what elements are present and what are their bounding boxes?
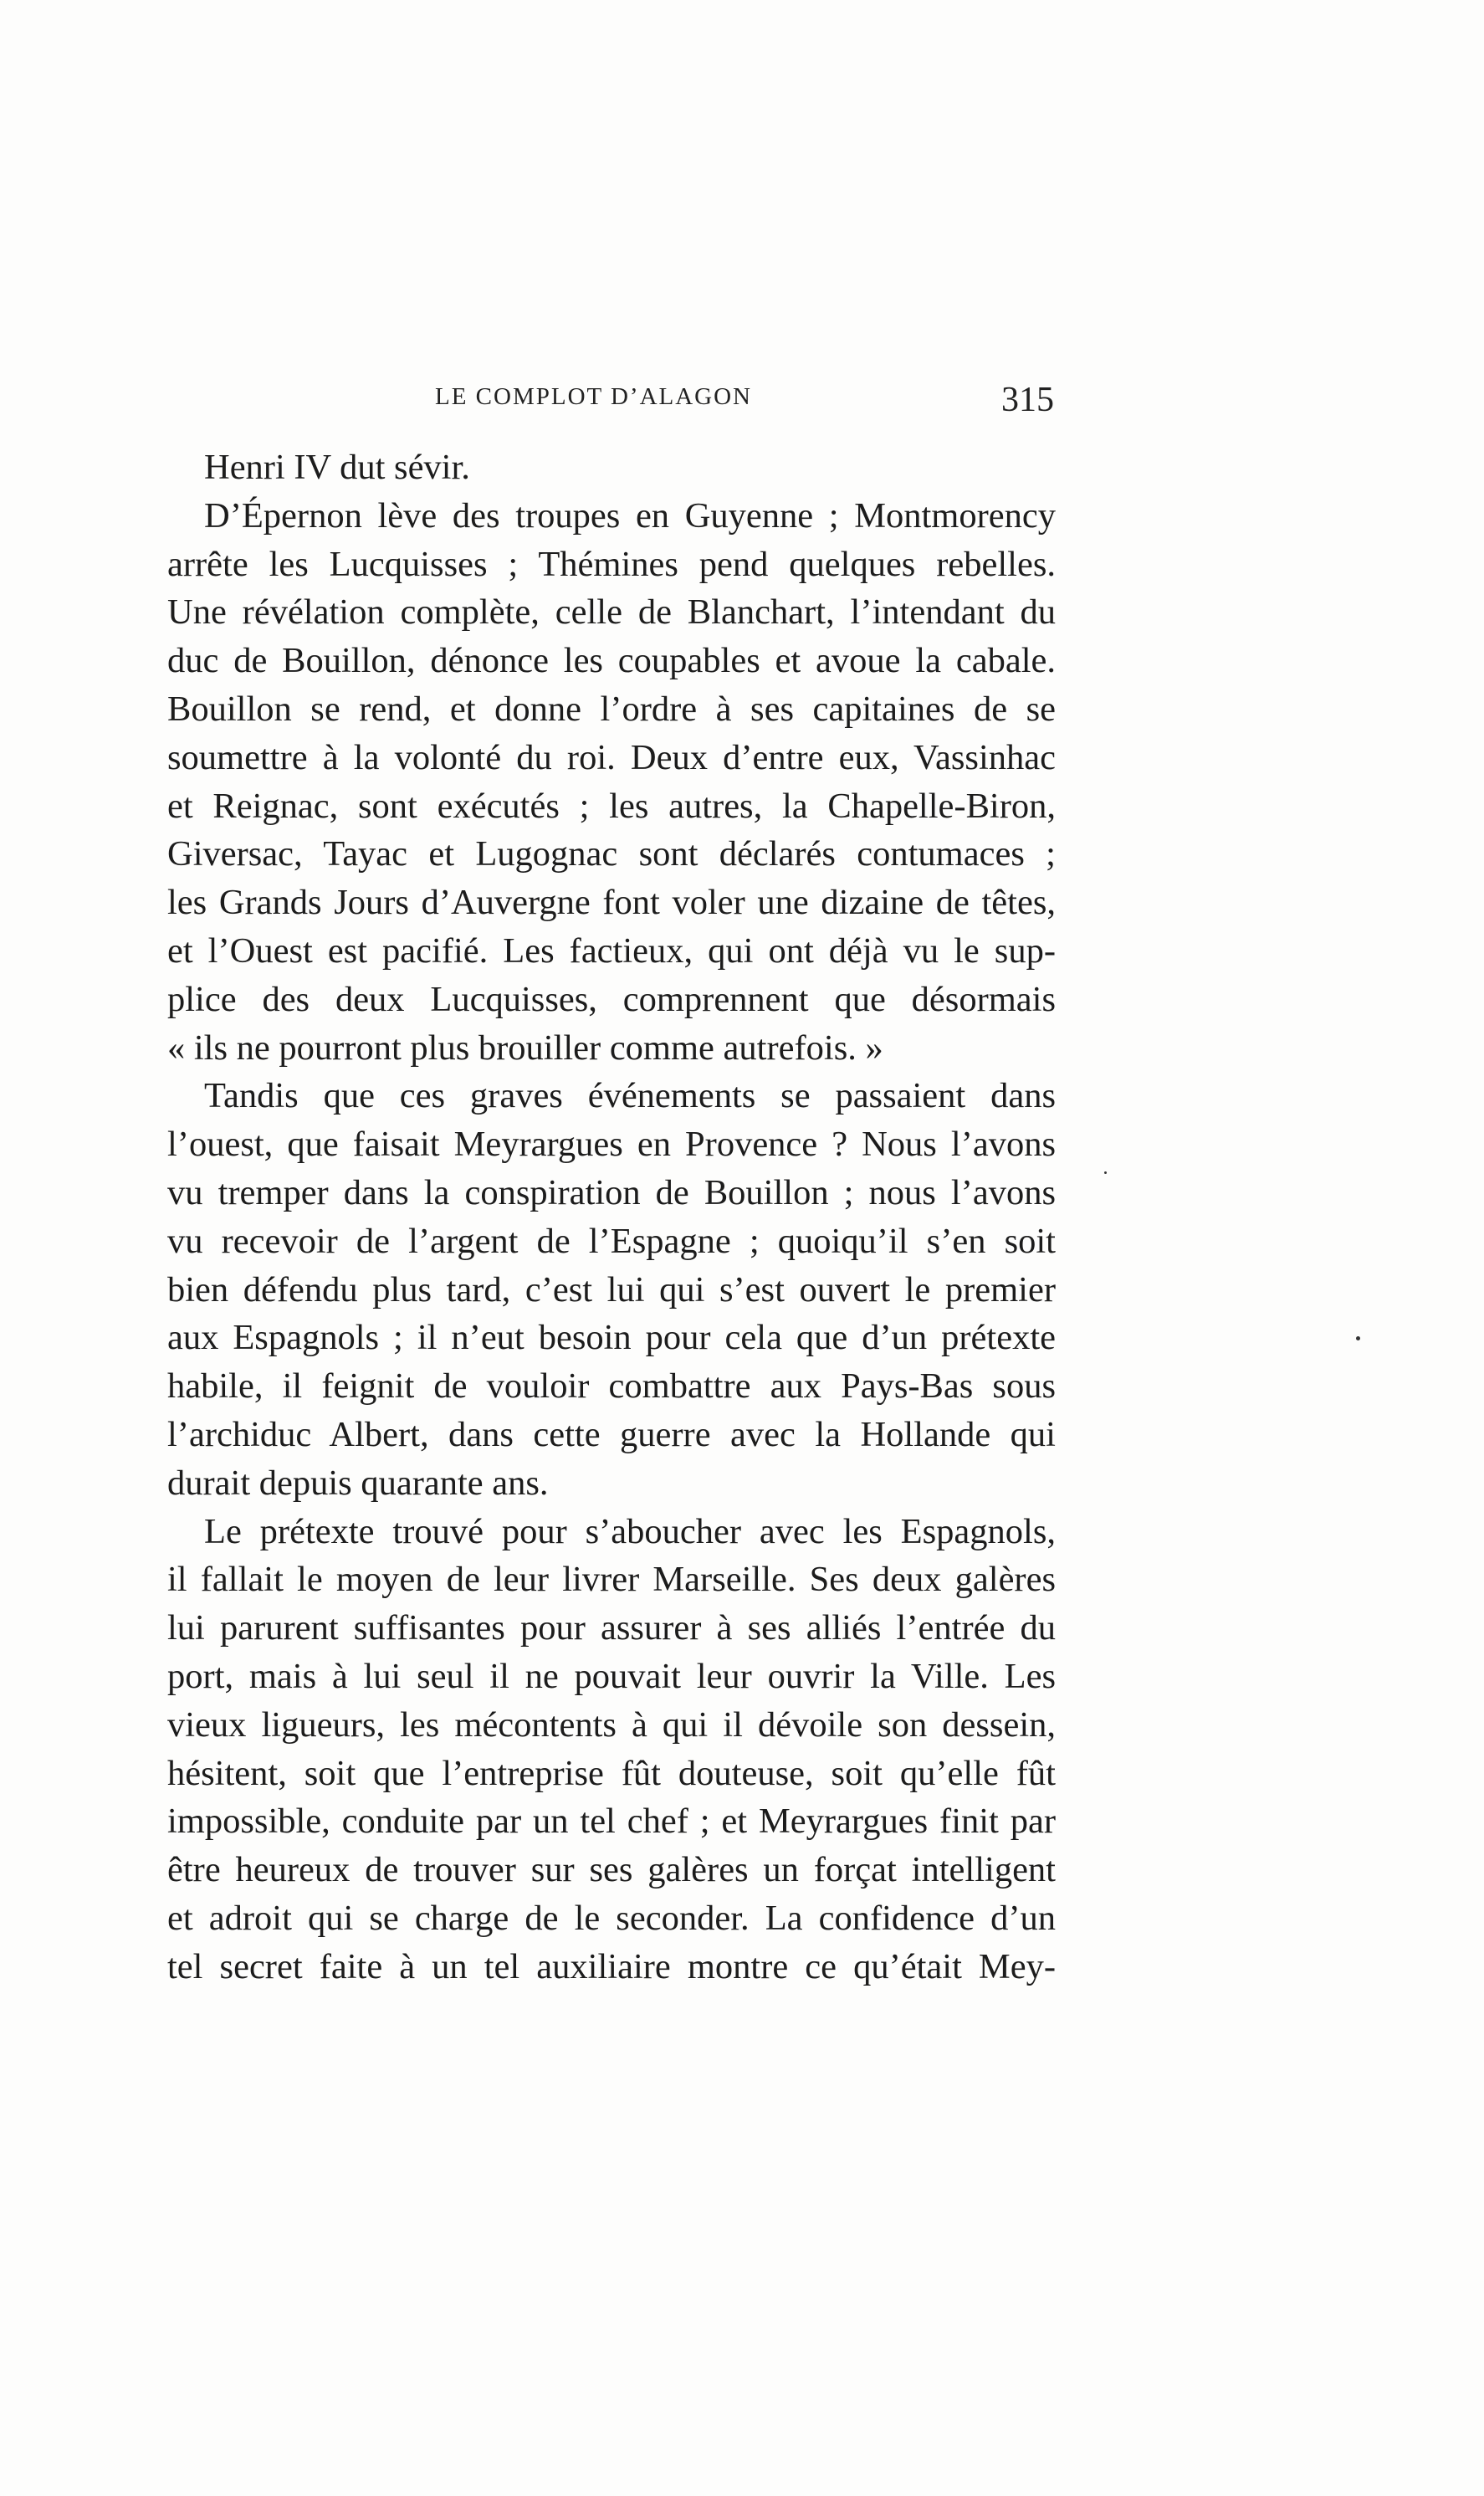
running-head: [167, 383, 1054, 425]
text-line: Henri IV dut sévir.: [204, 448, 470, 487]
text-line: Une révélation complète, celle de Blanchart, l’intendant du: [167, 592, 1056, 633]
text-line: aux Espagnols ; il n’eut besoin pour cela que d’un prétexte: [167, 1318, 1056, 1358]
text-line: l’ouest, que faisait Meyrargues en Provence ? Nous l’avons: [167, 1125, 1056, 1165]
print-speck: [1356, 1336, 1360, 1340]
text-line: soumettre à la volonté du roi. Deux d’entre eux, Vassinhac: [167, 737, 1056, 777]
text-line: l’archiduc Albert, dans cette guerre avec la Hollande qui: [167, 1414, 1056, 1454]
text-line: hésitent, soit que l’entreprise fût douteuse, soit qu’elle fût: [167, 1753, 1056, 1793]
text-line: « ils ne pourront plus brouiller comme autrefois. »: [167, 1028, 883, 1068]
text-line: vu recevoir de l’argent de l’Espagne ; quoiqu’il s’en soit: [167, 1221, 1056, 1261]
text-line: et adroit qui se charge de le seconder. La confidence d’un: [167, 1898, 1056, 1938]
text-line: vieux ligueurs, les mécontents à qui il dévoile son dessein,: [167, 1704, 1056, 1745]
text-line: durait depuis quarante ans.: [167, 1463, 549, 1503]
text-line: Giversac, Tayac et Lugognac sont déclarés contumaces ;: [167, 834, 1056, 874]
text-line: tel secret faite à un tel auxiliaire montre ce qu’était Mey-: [167, 1946, 1056, 1986]
text-line: bien défendu plus tard, c’est lui qui s’est ouvert le premier: [167, 1269, 1056, 1310]
running-title: LE COMPLOT D’ALAGON: [435, 383, 753, 410]
text-line: port, mais à lui seul il ne pouvait leur ouvrir la Ville. Les: [167, 1656, 1056, 1696]
text-line: Bouillon se rend, et donne l’ordre à ses capitaines de se: [167, 689, 1056, 729]
text-line: habile, il feignit de vouloir combattre aux Pays-Bas sous: [167, 1366, 1056, 1407]
text-line: il fallait le moyen de leur livrer Marseille. Ses deux galères: [167, 1560, 1056, 1600]
text-line: arrête les Lucquisses ; Thémines pend quelques rebelles.: [167, 544, 1056, 584]
text-line: être heureux de trouver sur ses galères un forçat intelligent: [167, 1850, 1056, 1890]
text-line: et Reignac, sont exécutés ; les autres, la Chapelle-Biron,: [167, 786, 1056, 826]
text-line: D’Épernon lève des troupes en Guyenne ; Montmorency: [204, 495, 1056, 536]
text-line: lui parurent suffisantes pour assurer à ses alliés l’entrée du: [167, 1608, 1056, 1648]
print-speck: [1104, 1171, 1107, 1174]
body-text: [167, 443, 1056, 1991]
text-line: duc de Bouillon, dénonce les coupables et avoue la cabale.: [167, 641, 1056, 681]
text-line: Tandis que ces graves événements se passaient dans: [204, 1076, 1056, 1116]
text-line: plice des deux Lucquisses, comprennent que désormais: [167, 979, 1056, 1019]
text-line: les Grands Jours d’Auvergne font voler une dizaine de têtes,: [167, 883, 1056, 923]
text-line: Le prétexte trouvé pour s’aboucher avec les Espagnols,: [204, 1511, 1056, 1551]
text-line: impossible, conduite par un tel chef ; et Meyrargues finit par: [167, 1802, 1056, 1842]
text-line: et l’Ouest est pacifié. Les factieux, qui ont déjà vu le sup-: [167, 930, 1056, 971]
text-line: vu tremper dans la conspiration de Bouillon ; nous l’avons: [167, 1172, 1056, 1212]
page-number: 315: [1001, 381, 1054, 419]
